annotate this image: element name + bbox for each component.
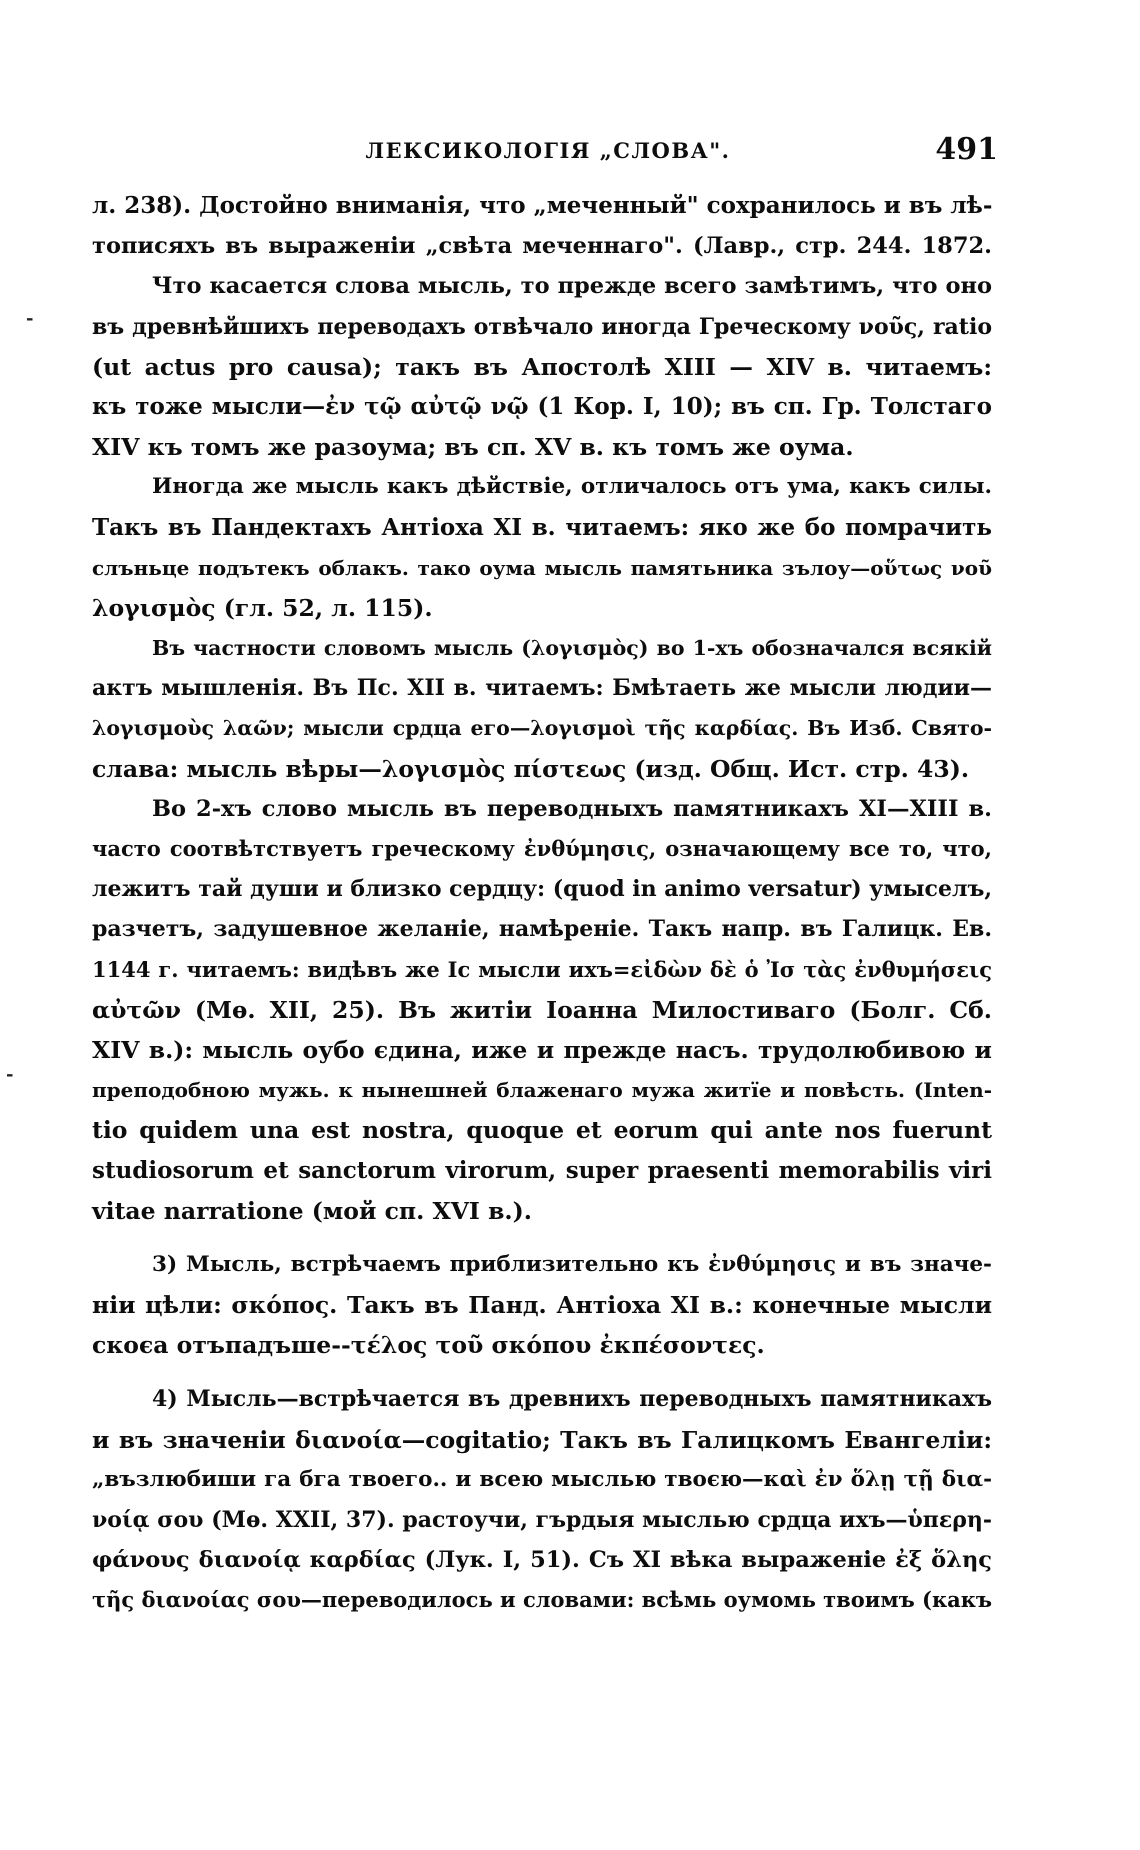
text-line: къ тоже мысли—ἐν τῷ αὐτῷ νῷ (1 Кор. I, 10); въ сп. Гр. Толстаго <box>92 392 992 420</box>
text-line: τῆς διανοίας σου—переводилось и словами: всѣмь оумомь твоимъ (какъ <box>92 1587 992 1613</box>
text-line: преподобною мужь. к нынешней блаженаго мужа житїе и повѣсть. (Inten- <box>92 1078 992 1103</box>
text-line: въ древнѣйшихъ переводахъ отвѣчало иногда Греческому νοῦς, ratio <box>92 313 992 340</box>
text-line: Иногда же мысль какъ дѣйствіе, отличалось отъ ума, какъ силы. <box>152 474 992 500</box>
text-line: часто соотвѣтствуетъ греческому ἐνθύμησις, означающему все то, что, <box>92 836 992 861</box>
text-line: λογισμὸς (гл. 52, л. 115). <box>92 593 433 622</box>
text-line: φάνους διανοίᾳ καρδίας (Лук. I, 51). Съ XI вѣка выраженіе ἐξ ὅλης <box>92 1547 992 1574</box>
text-line: tio quidem una est nostra, quoque et eorum qui ante nos fuerunt <box>92 1116 992 1145</box>
text-line: 4) Мысль—встрѣчается въ древнихъ переводныхъ памятникахъ <box>152 1386 992 1413</box>
text-line: тописяхъ въ выраженіи „свѣта меченнаго". (Лавр., стр. 244. 1872. <box>92 233 992 260</box>
text-line: скоєа отъпадъше--τέλος τοῦ σκόπου ἐκπέσοντες. <box>92 1331 765 1360</box>
text-line: 1144 г. читаемъ: видѣвъ же Іс мысли ихъ=εἰδὼν δὲ ὁ Ἰσ τὰς ἐνθυμήσεις <box>92 956 992 982</box>
text-line: XIV къ томъ же разоума; въ сп. XV в. къ томъ же оума. <box>92 433 854 462</box>
text-line: „възлюбиши га бга твоего.. и всею мыслью твоєю—καὶ ἐν ὅλῃ τῇ δια- <box>92 1466 992 1492</box>
text-line: л. 238). Достойно вниманія, что „меченный" сохранилось и въ лѣ- <box>92 192 993 219</box>
margin-mark: - <box>6 1064 14 1085</box>
text-line: Въ частности словомъ мысль (λογισμὸς) во 1-хъ обозначался всякій <box>152 636 992 661</box>
text-line: vitae narratione (мой сп. XVI в.). <box>92 1196 532 1225</box>
text-line: 3) Мысль, встрѣчаемъ приблизительно къ ἐνθύμησις и въ значе- <box>152 1251 992 1277</box>
page-header <box>98 132 998 178</box>
page-number: 491 <box>935 132 998 167</box>
text-line: νοίᾳ σου (Мѳ. XXII, 37). растоучи, гърдыя мыслью срдца ихъ—ὑπερη- <box>92 1507 992 1533</box>
text-line: studiosorum et sanctorum virorum, super praesenti memorabilis viri <box>92 1156 992 1184</box>
text-line: (ut actus pro causa); такъ въ Апостолѣ XIII — XIV в. читаемъ: <box>92 352 992 381</box>
running-title: ЛЕКСИКОЛОГІЯ „СЛОВА". <box>365 138 731 163</box>
text-line: αὐτῶν (Мѳ. XII, 25). Въ житіи Іоанна Милостиваго (Болг. Сб. <box>92 995 992 1024</box>
text-line: слава: мысль вѣры—λογισμὸς πίστεως (изд. Общ. Ист. стр. 43). <box>92 754 970 783</box>
body-text <box>92 186 992 1621</box>
text-line: Что касается слова мысль, то прежде всего замѣтимъ, что оно <box>152 273 992 300</box>
text-line: и въ значеніи διανοία—cogitatio; Такъ въ Галицкомъ Евангеліи: <box>92 1425 992 1454</box>
text-line: ніи цѣли: σκόπος. Такъ въ Панд. Антіоха XI в.: конечные мысли <box>92 1291 992 1320</box>
text-line: Такъ въ Пандектахъ Антіоха XI в. читаемъ: яко же бо помрачить <box>92 513 992 541</box>
text-line: слъньце подътекъ облакъ. тако оума мысль памятьника зълоу—οὕτως νοῦ <box>92 555 992 580</box>
text-line: λογισμοὺς λαῶν; мысли срдца его—λογισμοὶ τῆς καρδίας. Въ Изб. Свято- <box>92 716 992 741</box>
text-line: актъ мышленія. Въ Пс. XII в. читаемъ: Бмѣтаеть же мысли людии— <box>92 675 992 702</box>
text-line: XIV в.): мысль оубо єдина, иже и прежде насъ. трудолюбивою и <box>92 1035 992 1064</box>
margin-mark: - <box>26 308 34 329</box>
text-line: лежитъ тай души и близко сердцу: (quod in animo versatur) умыселъ, <box>92 876 992 903</box>
text-line: Во 2-хъ слово мысль въ переводныхъ памятникахъ XI—XIII в. <box>152 795 992 822</box>
text-line: разчетъ, задушевное желаніе, намѣреніе. Такъ напр. въ Галицк. Ев. <box>92 916 992 943</box>
